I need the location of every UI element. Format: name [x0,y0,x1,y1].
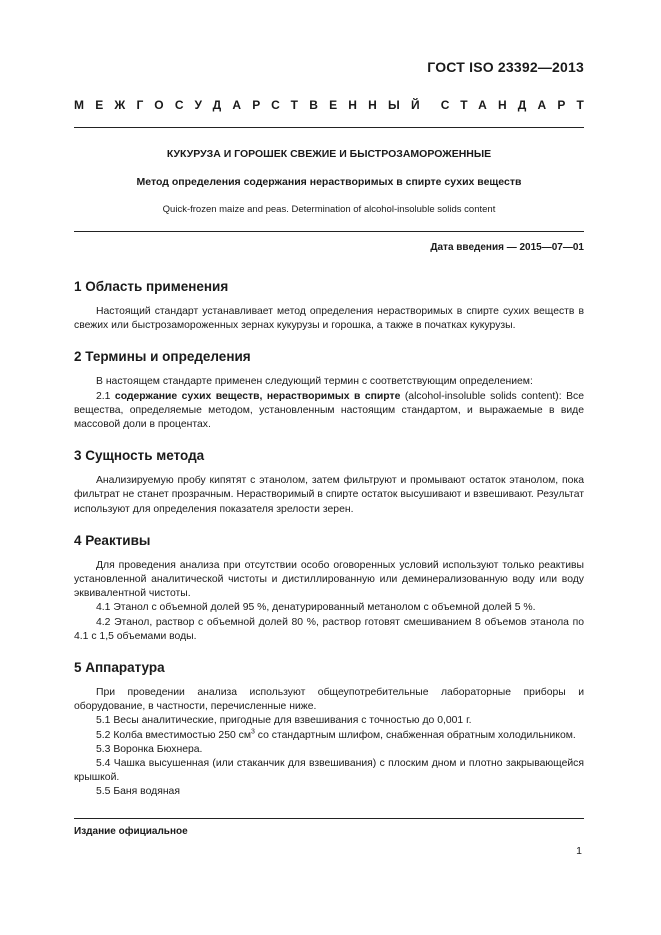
english-title: Quick-frozen maize and peas. Determination of alcohol-insoluble solids content [162,204,496,215]
section-heading: 5 Аппаратура [74,660,165,676]
paragraph: 5.5 Баня водяная [96,786,180,798]
interstate-standard-banner [74,98,595,112]
section-heading: 2 Термины и определения [74,349,251,365]
title-rule [74,231,584,232]
paragraph: Анализируемую пробу кипятят с этанолом, затем фильтруют и промывают остаток этанолом, пока фильтрат не станет прозрачным. Нерастворимый в спирте остаток высушивают и взвешивают. Результат используют для определения показателя зрелости зерен. [74,475,584,515]
section-heading: 4 Реактивы [74,532,151,548]
paragraph: 5.1 Весы аналитические, пригодные для взвешивания с точностью до 0,001 г. [96,715,472,727]
paragraph: В настоящем стандарте применен следующий термин с соответствующим определением: [96,376,533,388]
term-text: (alcohol-insoluble solids content): Все вещества, определяемые методом, установленным настоящим стандартом, и выражаемые в виде массовой доли в процентах. [74,390,584,431]
paragraph: Настоящий стандарт устанавливает метод определения нерастворимых в спирте сухих веществ в свежих или быстрозамороженных зернах кукурузы и горошка, а также в початках кукурузы. [74,306,584,332]
paragraph: 5.4 Чашка высушенная (или стаканчик для взвешивания) с плоским дном и плотно закрывающейся крышкой. [74,758,584,784]
term-definition [74,390,584,433]
document-subtitle: Метод определения содержания нерастворимых в спирте сухих веществ [136,176,522,188]
paragraph: При проведении анализа используют общеупотребительные лабораторные приборы и оборудование, в частности, перечисленные ниже. [74,687,584,713]
section-reagents [74,533,584,644]
introduction-date: Дата введения — 2015—07—01 [430,242,584,253]
paragraph: 4.2 Этанол, раствор с объемной долей 80 %, раствор готовят смешиванием 8 объемов этанола по 4.1 с 1,5 объемами воды. [74,616,584,642]
banner-word-standard: СТАНДАРТ [440,98,595,112]
text-span: со стандартным шлифом, снабженная обратным холодильником. [254,729,576,741]
page-number: 1 [576,845,582,857]
term-name: содержание сухих веществ, нерастворимых в спирте [114,390,401,402]
footer-rule [74,818,584,819]
official-edition-label: Издание официальное [74,826,188,837]
text-span: 5.2 Колба вместимостью 250 см [96,729,251,741]
section-scope [74,279,584,333]
document-title: КУКУРУЗА И ГОРОШЕК СВЕЖИЕ И БЫСТРОЗАМОРОЖЕННЫЕ [166,148,492,160]
section-apparatus [74,660,584,800]
paragraph: 4.1 Этанол с объемной долей 95 %, денатурированный метанолом с объемной долей 5 %. [96,602,536,614]
paragraph [74,729,584,743]
section-principle [74,448,584,517]
paragraph: Для проведения анализа при отсутствии особо оговоренных условий используют только реактивы установленной аналитической чистоты и дистиллированную или деминерализованную воду или воду эквивалентной чистоты. [74,559,584,600]
banner-word-interstate: МЕЖГОСУДАРСТВЕННЫЙ [74,98,431,112]
document-number: ГОСТ ISO 23392—2013 [427,59,584,75]
document-body [74,279,584,816]
superscript: 3 [251,728,255,736]
section-heading: 3 Сущность метода [74,448,205,464]
term-number: 2.1 [96,390,115,402]
section-terms [74,349,584,432]
paragraph: 5.3 Воронка Бюхнера. [96,743,203,755]
header-rule [74,127,584,128]
section-heading: 1 Область применения [74,279,229,294]
